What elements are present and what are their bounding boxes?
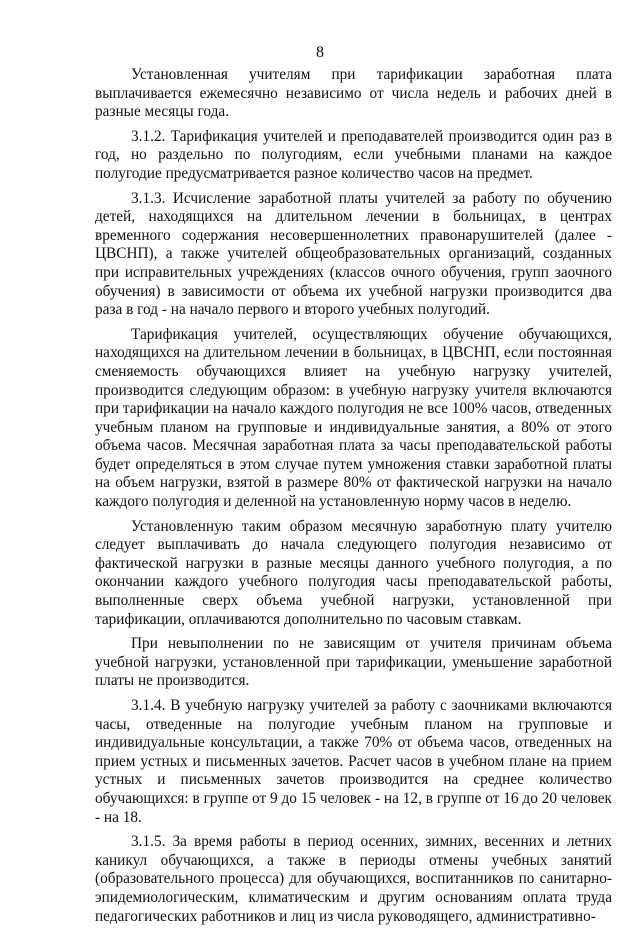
- paragraph: 3.1.4. В учебную нагрузку учителей за работу с заочниками включаются часы, отведенные на полугодие учебным планом на групповые и индивидуальные консультации, а также 70% от объема часов, отведенных на прием устных и письменных зачетов. Расчет часов в учебном плане на прием устных и письменных зачетов производится на среднее количество обучающихся: в группе от 9 до 15 человек - на 12, в группе от 16 до 20 человек - на 18.: [95, 697, 612, 826]
- page-number: 8: [316, 44, 324, 61]
- paragraph: 3.1.5. За время работы в период осенних, зимних, весенних и летних каникул обучающихся, а также в периоды отмены учебных занятий (образовательного процесса) для обучающихся, воспитанников по санитарно-эпидемиологическим, климатическим и другим основаниям оплата труда педагогических работников и лиц из числа руководящего, административно-: [95, 833, 612, 925]
- paragraph: При невыполнении по не зависящим от учителя причинам объема учебной нагрузки, установленной при тарификации, уменьшение заработной платы не производится.: [95, 635, 612, 690]
- paragraph: Установленная учителям при тарификации заработная плата выплачивается ежемесячно независимо от числа недель и рабочих дней в разные месяцы года.: [95, 66, 612, 121]
- document-body: [95, 66, 612, 932]
- paragraph: 3.1.2. Тарификация учителей и преподавателей производится один раз в год, но раздельно по полугодиям, если учебными планами на каждое полугодие предусматривается разное количество часов на предмет.: [95, 127, 612, 182]
- paragraph: Установленную таким образом месячную заработную плату учителю следует выплачивать до начала следующего полугодия независимо от фактической нагрузки в разные месяцы данного учебного полугодия, а по окончании каждого учебного полугодия часы преподавательской работы, выполненные сверх объема учебной нагрузки, установленной при тарификации, оплачиваются дополнительно по часовым ставкам.: [95, 517, 612, 628]
- paragraph: 3.1.3. Исчисление заработной платы учителей за работу по обучению детей, находящихся на длительном лечении в больницах, в центрах временного содержания несовершеннолетних правонарушителей (далее - ЦВСНП), а также учителей общеобразовательных организаций, созданных при исправительных учреждениях (классов очного обучения, групп заочного обучения) в зависимости от объема их учебной нагрузки производится два раза в год - на начало первого и второго учебных полугодий.: [95, 189, 612, 319]
- paragraph: Тарификация учителей, осуществляющих обучение обучающихся, находящихся на длительном лечении в больницах, в ЦВСНП, если постоянная сменяемость обучающихся влияет на учебную нагрузку учителей, производится следующим образом: в учебную нагрузку учителя включаются при тарификации на начало каждого полугодия не все 100% часов, отведенных учебным планом на групповые и индивидуальные занятия, а 80% от этого объема часов. Месячная заработная плата за часы преподавательской работы будет определяться в этом случае путем умножения ставки заработной платы на объем нагрузки, взятой в размере 80% от фактической нагрузки на начало каждого полугодия и деленной на установленную норму часов в неделю.: [95, 325, 612, 511]
